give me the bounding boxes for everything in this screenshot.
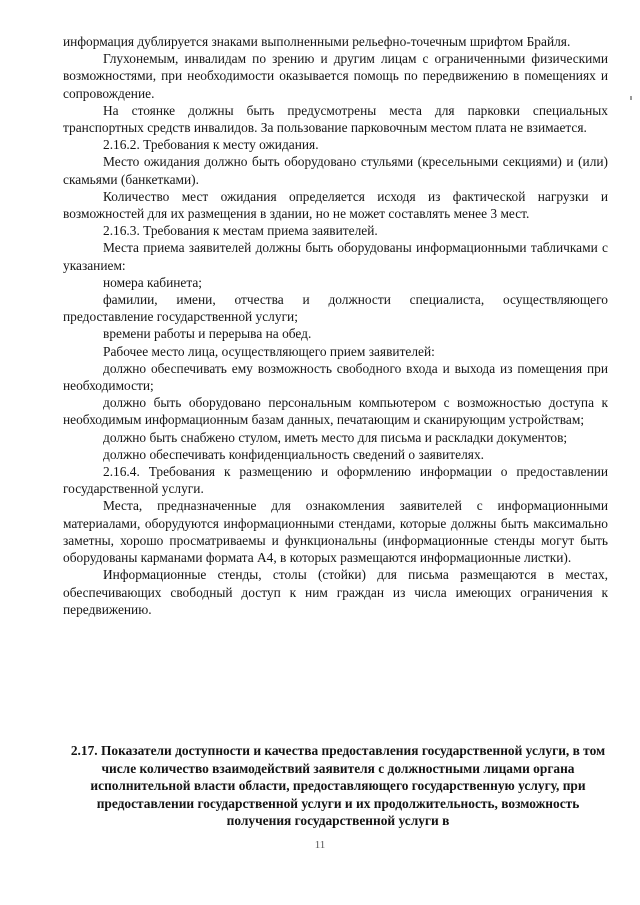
section-2-17-heading: 2.17. Показатели доступности и качества предоставления государственной услуги, в том числе количество взаимодействий заявителя с должностными лицами органа исполнительной власти области, предоставляющего государственную услугу, при предоставлении государственной услуги и их продолжительность, возможность получения государственной услуги в (70, 743, 606, 829)
paragraph-assistance: Глухонемым, инвалидам по зрению и другим лицам с ограниченными физическими возможностями, при необходимости оказывается помощь по передвижению в помещениях и сопровождение. (63, 51, 608, 101)
list-item-working-hours: времени работы и перерыва на обед. (103, 326, 312, 342)
section-2-16-4-heading: 2.16.4. Требования к размещению и оформлению информации о предоставлении государственной услуги. (63, 464, 608, 497)
paragraph-stands-placement: Информационные стенды, столы (стойки) для письма размещаются в местах, обеспечивающих свободный доступ к ним граждан из числа имеющих ограничения к передвижению. (63, 567, 608, 617)
page-number: 11 (314, 839, 326, 851)
list-item-free-access: должно обеспечивать ему возможность свободного входа и выхода из помещения при необходимости; (63, 360, 608, 394)
list-item-specialist-name: фамилии, имени, отчества и должности специалиста, осуществляющего предоставление государственной услуги; (63, 292, 608, 325)
document-body (63, 33, 608, 618)
paragraph-reception-signs: Места приема заявителей должны быть оборудованы информационными табличками с указанием: (63, 240, 608, 273)
section-2-16-2-heading: 2.16.2. Требования к месту ожидания. (103, 137, 319, 153)
list-item-chair-desk: должно быть снабжено стулом, иметь место для письма и раскладки документов; (103, 429, 568, 445)
scan-artifact-mark (630, 96, 632, 100)
list-item-confidentiality: должно обеспечивать конфиденциальность сведений о заявителях. (103, 446, 484, 462)
list-item-room-number: номера кабинета; (103, 274, 203, 290)
paragraph-info-stands: Места, предназначенные для ознакомления заявителей с информационными материалами, оборудуются информационными стендами, которые должны быть максимально заметны, хорошо просматриваемы и функциональны (информационные стенды могут быть оборудованы карманами формата А4, в которых размещаются информационные листки). (63, 498, 608, 566)
paragraph-workplace-intro: Рабочее место лица, осуществляющего прием заявителей: (103, 343, 435, 359)
section-2-16-3-heading: 2.16.3. Требования к местам приема заявителей. (103, 223, 378, 239)
paragraph-braille-continuation: информация дублируется знаками выполненными рельефно-точечным шрифтом Брайля. (63, 34, 571, 49)
paragraph-parking: На стоянке должны быть предусмотрены места для парковки специальных транспортных средств инвалидов. За пользование парковочным местом плата не взимается. (63, 102, 608, 136)
paragraph-waiting-seats: Место ожидания должно быть оборудовано стульями (кресельными секциями) и (или) скамьями (банкетками). (63, 154, 608, 187)
list-item-computer: должно быть оборудовано персональным компьютером с возможностью доступа к необходимым информационным базам данных, печатающим и сканирующим устройствам; (63, 395, 608, 428)
paragraph-waiting-count: Количество мест ожидания определяется исходя из фактической нагрузки и возможностей для их размещения в здании, но не может составлять менее 3 мест. (63, 188, 608, 222)
